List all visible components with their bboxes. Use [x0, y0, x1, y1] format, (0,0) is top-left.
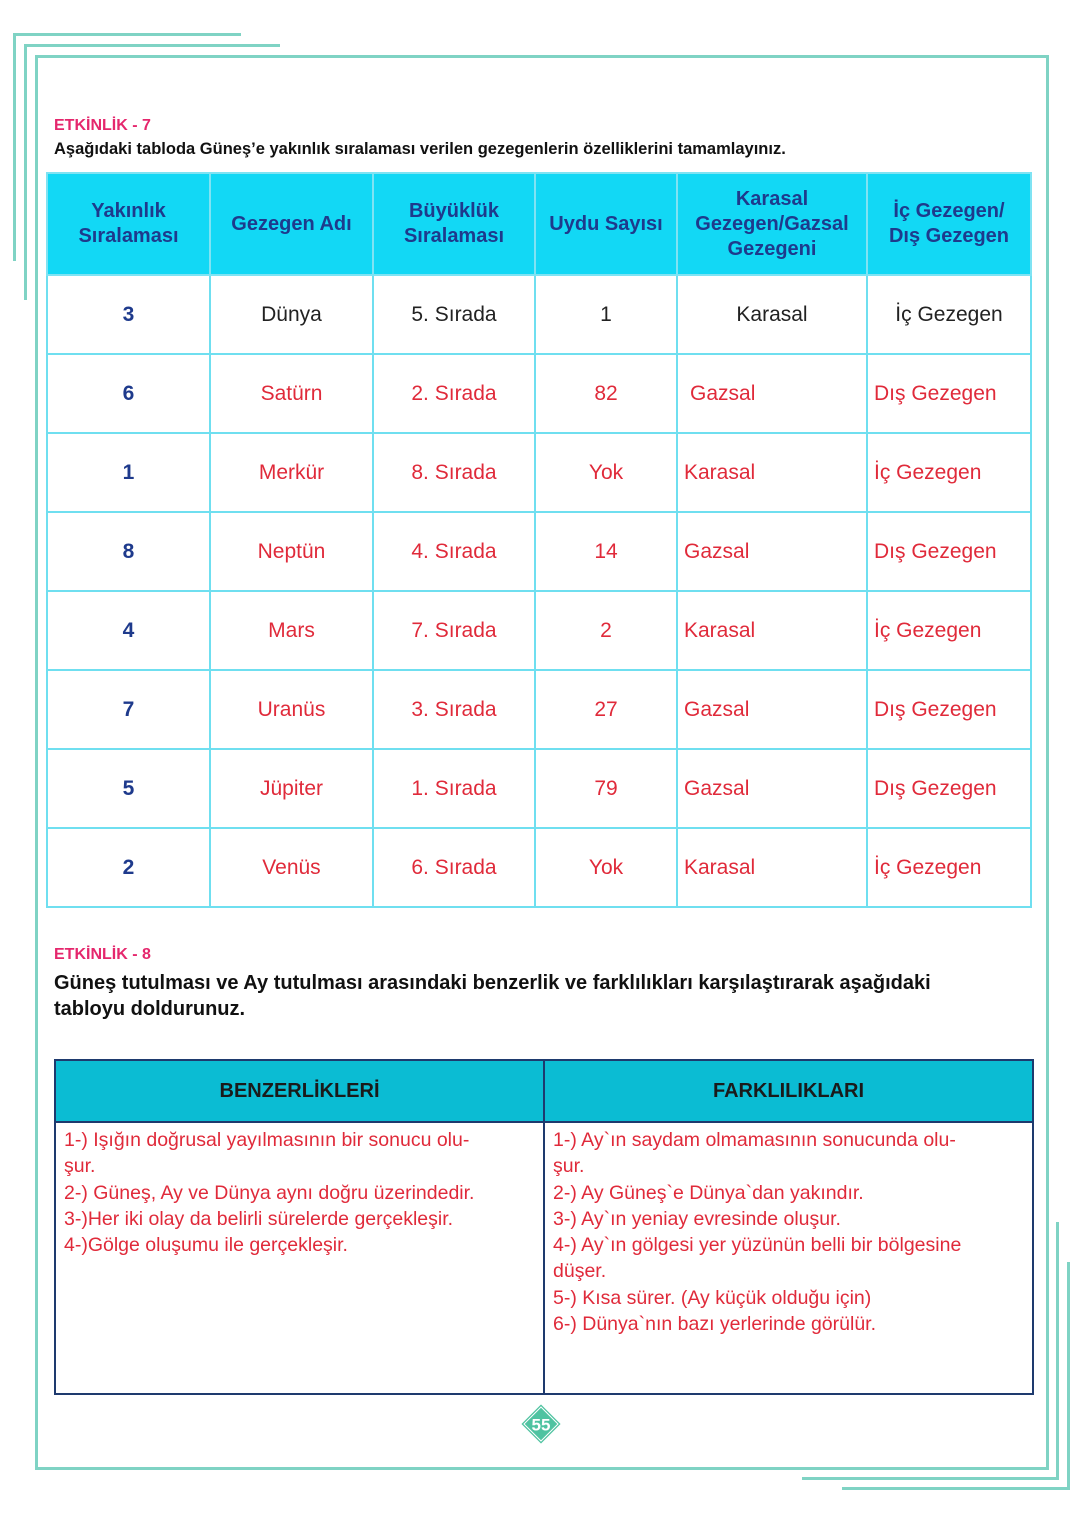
header-moons: Uydu Sayısı — [535, 173, 677, 275]
cell-name: Neptün — [210, 512, 373, 591]
cell-name: Merkür — [210, 433, 373, 512]
cell-rank: 4 — [47, 591, 210, 670]
differences-header: FARKLILIKLARI — [544, 1060, 1033, 1122]
cell-position: İç Gezegen — [867, 275, 1031, 354]
table-row — [47, 828, 1031, 907]
cell-position: Dış Gezegen — [867, 512, 1031, 591]
table-row — [47, 670, 1031, 749]
list-item: 1-) Ay`ın saydam olmamasının sonucunda olu- — [553, 1129, 956, 1151]
cell-type: Karasal — [677, 275, 867, 354]
table-row — [47, 275, 1031, 354]
list-item: şur. — [553, 1155, 585, 1178]
cell-type: Karasal — [677, 591, 867, 670]
planets-header-row — [47, 173, 1031, 275]
differences-cell — [544, 1122, 1033, 1394]
cell-type: Gazsal — [677, 512, 867, 591]
cell-type: Karasal — [677, 433, 867, 512]
table-row — [47, 433, 1031, 512]
list-item: 5-) Kısa sürer. (Ay küçük olduğu için) — [553, 1286, 872, 1309]
planets-table — [46, 172, 1032, 908]
activity8-title: ETKİNLİK - 8 — [54, 946, 151, 963]
table-row — [47, 749, 1031, 828]
header-type: Karasal Gezegen/Gazsal Gezegeni — [677, 173, 867, 275]
cell-moons: Yok — [535, 433, 677, 512]
cell-name: Jüpiter — [210, 749, 373, 828]
list-item: 3-) Ay`ın yeniay evresinde oluşur. — [553, 1207, 841, 1230]
list-item: 3-)Her iki olay da belirli sürelerde gerçekleşir. — [64, 1207, 454, 1230]
list-item: 2-) Güneş, Ay ve Dünya aynı doğru üzerindedir. — [64, 1181, 475, 1204]
cell-position: Dış Gezegen — [867, 354, 1031, 433]
cell-position: İç Gezegen — [867, 433, 1031, 512]
list-item: 2-) Ay Güneş`e Dünya`dan yakındır. — [553, 1181, 864, 1204]
cell-size: 1. Sırada — [373, 749, 535, 828]
cell-name: Venüs — [210, 828, 373, 907]
cell-position: İç Gezegen — [867, 828, 1031, 907]
cell-moons: 79 — [535, 749, 677, 828]
activity8-description: Güneş tutulması ve Ay tutulması arasındaki benzerlik ve farklılıkları karşılaştırarak aşağıdaki tabloyu doldurunuz. — [54, 972, 931, 1020]
cell-size: 6. Sırada — [373, 828, 535, 907]
cell-size: 2. Sırada — [373, 354, 535, 433]
cell-rank: 3 — [47, 275, 210, 354]
cell-name: Uranüs — [210, 670, 373, 749]
eclipse-comparison-table — [54, 1059, 1034, 1395]
page-number-badge — [519, 1402, 563, 1446]
cell-position: Dış Gezegen — [867, 749, 1031, 828]
cell-size: 4. Sırada — [373, 512, 535, 591]
similarities-header: BENZERLİKLERİ — [55, 1060, 544, 1122]
cell-rank: 8 — [47, 512, 210, 591]
table-row — [47, 354, 1031, 433]
list-item: 4-)Gölge oluşumu ile gerçekleşir. — [64, 1234, 348, 1257]
cell-rank: 5 — [47, 749, 210, 828]
cell-name: Dünya — [210, 275, 373, 354]
cell-type: Gazsal — [677, 670, 867, 749]
cell-name: Satürn — [210, 354, 373, 433]
cell-moons: 14 — [535, 512, 677, 591]
cell-rank: 1 — [47, 433, 210, 512]
cell-moons: 1 — [535, 275, 677, 354]
header-rank: Yakınlık Sıralaması — [47, 173, 210, 275]
cell-rank: 7 — [47, 670, 210, 749]
table-row — [47, 591, 1031, 670]
cell-rank: 6 — [47, 354, 210, 433]
activity7-description: Aşağıdaki tabloda Güneş’e yakınlık sıralaması verilen gezegenlerin özelliklerini tamamlayınız. — [54, 140, 786, 158]
cell-type: Karasal — [677, 828, 867, 907]
cell-name: Mars — [210, 591, 373, 670]
similarities-cell — [55, 1122, 544, 1394]
cell-position: Dış Gezegen — [867, 670, 1031, 749]
table-row — [47, 512, 1031, 591]
cell-moons: Yok — [535, 828, 677, 907]
list-item: düşer. — [553, 1260, 607, 1283]
header-size: Büyüklük Sıralaması — [373, 173, 535, 275]
cell-size: 3. Sırada — [373, 670, 535, 749]
cell-size: 5. Sırada — [373, 275, 535, 354]
cell-rank: 2 — [47, 828, 210, 907]
list-item: 1-) Işığın doğrusal yayılmasının bir sonucu olu- — [64, 1129, 470, 1151]
list-item: şur. — [64, 1155, 96, 1178]
header-name: Gezegen Adı — [210, 173, 373, 275]
cell-type: Gazsal — [677, 354, 867, 433]
cell-size: 8. Sırada — [373, 433, 535, 512]
cell-moons: 27 — [535, 670, 677, 749]
page-number: 55 — [531, 1415, 551, 1435]
cell-position: İç Gezegen — [867, 591, 1031, 670]
list-item: 4-) Ay`ın gölgesi yer yüzünün belli bir bölgesine — [553, 1234, 962, 1257]
cell-moons: 82 — [535, 354, 677, 433]
list-item: 6-) Dünya`nın bazı yerlerinde görülür. — [553, 1313, 876, 1336]
cell-type: Gazsal — [677, 749, 867, 828]
cell-moons: 2 — [535, 591, 677, 670]
header-position: İç Gezegen/ Dış Gezegen — [867, 173, 1031, 275]
activity7-title: ETKİNLİK - 7 — [54, 117, 151, 134]
cell-size: 7. Sırada — [373, 591, 535, 670]
